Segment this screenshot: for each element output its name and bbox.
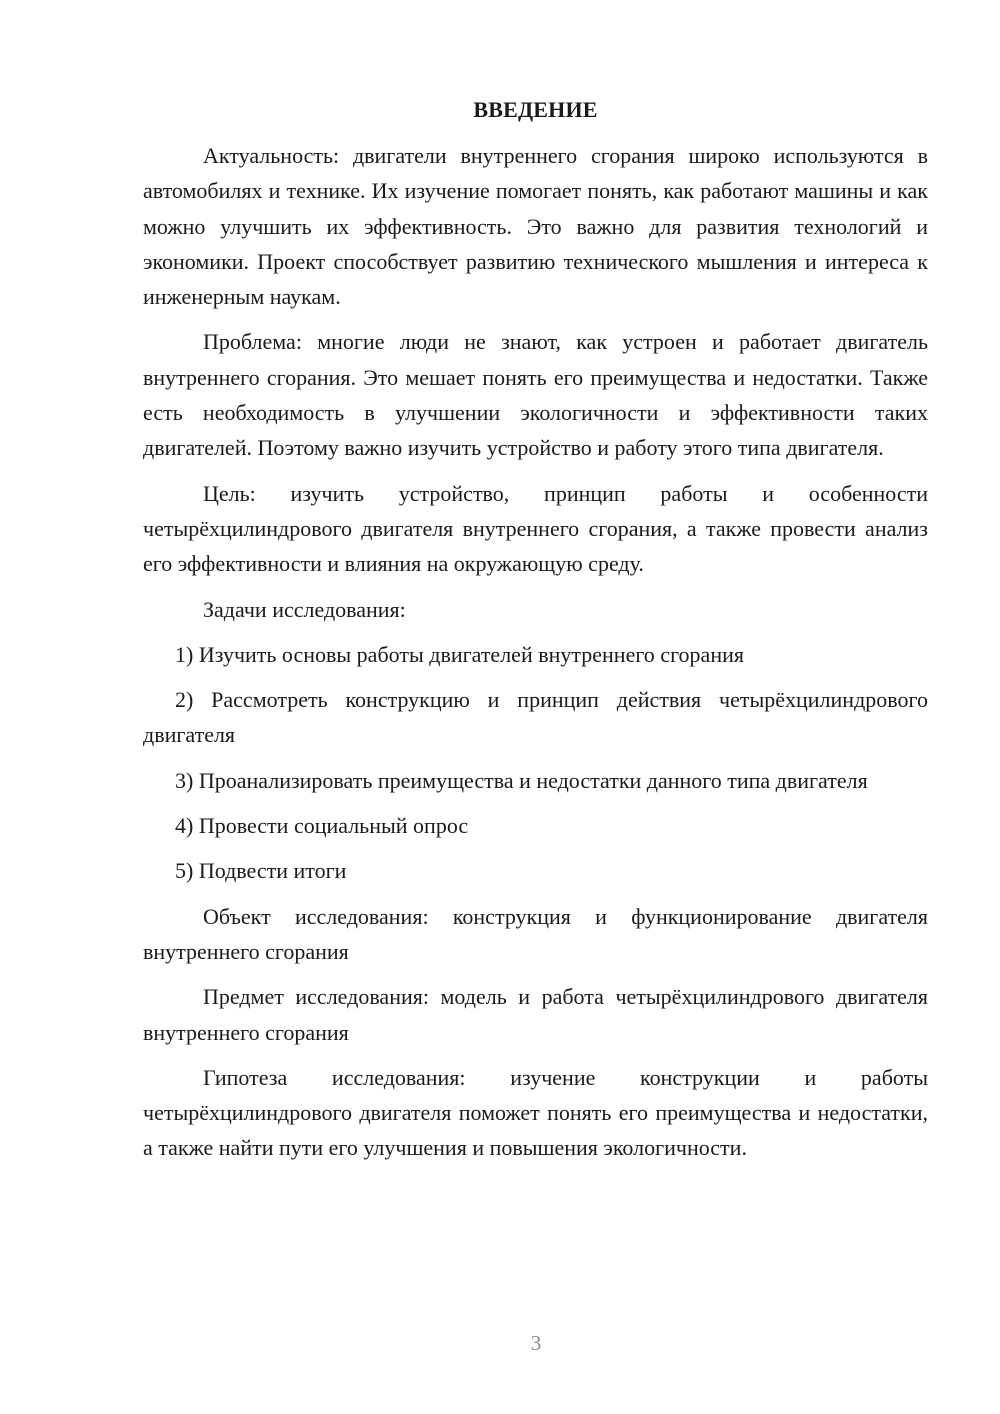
task-item-3: 3) Проанализировать преимущества и недостатки данного типа двигателя: [175, 767, 868, 793]
document-page: [143, 92, 928, 1176]
hypothesis-paragraph: Гипотеза исследования: изучение конструкции и работы четырёхцилиндрового двигателя поможет понять его преимущества и недостатки, а также найти пути его улучшения и повышения экологичности.: [143, 1064, 928, 1161]
relevance-paragraph: Актуальность: двигатели внутреннего сгорания широко используются в автомобилях и технике. Их изучение помогает понять, как работают машины и как можно улучшить их эффективность. Это важно для развития технологий и экономики. Проект способствует развитию технического мышления и интереса к инженерным наукам.: [143, 143, 928, 310]
problem-paragraph: Проблема: многие люди не знают, как устроен и работает двигатель внутреннего сгорания. Это мешает понять его преимущества и недостатки. Также есть необходимость в улучшении экологичности и эффективности таких двигателей. Поэтому важно изучить устройство и работу этого типа двигателя.: [143, 329, 928, 461]
section-title: ВВЕДЕНИЕ: [473, 97, 598, 122]
page-number: 3: [530, 1331, 542, 1355]
task-item-2: 2) Рассмотреть конструкцию и принцип действия четырёхцилиндрового двигателя: [143, 687, 928, 748]
object-paragraph: Объект исследования: конструкция и функционирование двигателя внутреннего сгорания: [143, 903, 928, 964]
subject-paragraph: Предмет исследования: модель и работа четырёхцилиндрового двигателя внутреннего сгорания: [143, 984, 928, 1045]
task-item-4: 4) Провести социальный опрос: [175, 813, 469, 839]
task-item-5: 5) Подвести итоги: [175, 858, 347, 884]
goal-paragraph: Цель: изучить устройство, принцип работы и особенности четырёхцилиндрового двигателя внутреннего сгорания, а также провести анализ его эффективности и влияния на окружающую среду.: [143, 480, 928, 577]
tasks-heading: Задачи исследования:: [203, 596, 406, 622]
task-item-1: 1) Изучить основы работы двигателей внутреннего сгорания: [175, 641, 744, 667]
